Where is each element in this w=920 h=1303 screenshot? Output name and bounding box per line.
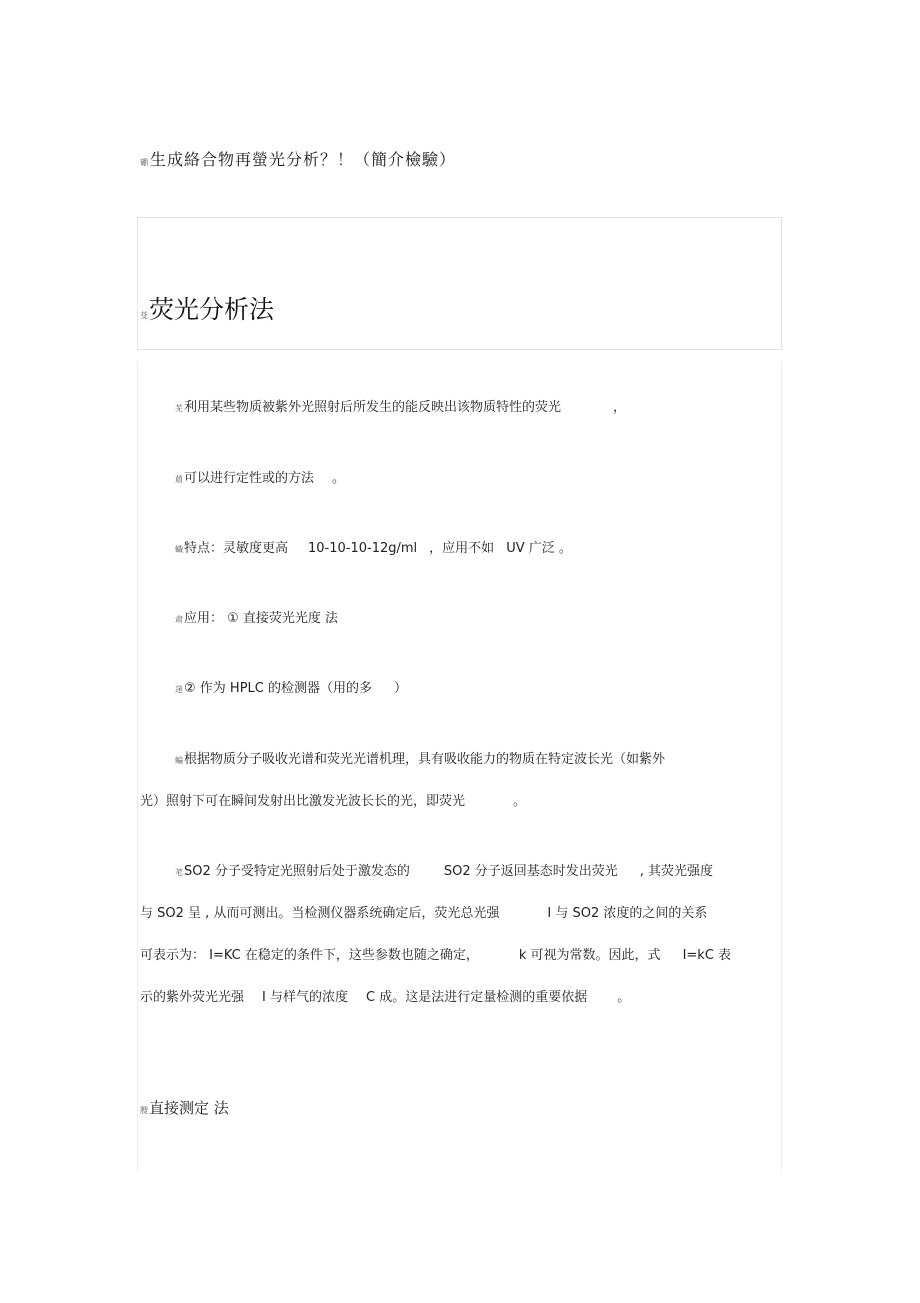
margin-mark: 芟 (140, 311, 148, 320)
line-3-text-d: UV 广泛 。 (506, 541, 572, 556)
paragraph-2-line-2 (140, 902, 707, 921)
paragraph-2-text-4c: C 成。这是法进行定量检测的重要依据 (365, 990, 588, 1005)
content-line-5 (175, 677, 407, 696)
line-2-tail: 。 (332, 471, 346, 486)
paragraph-2-text-1c: , 其荧光强度 (639, 864, 714, 879)
subsection-heading-text: 直接测定 法 (149, 1099, 229, 1117)
paragraph-2-text-1b: SO2 分子返回基态时发出荧光 (443, 864, 618, 879)
paragraph-1-line-1 (175, 748, 665, 767)
content-line-3 (175, 537, 572, 556)
margin-mark: 膄 (140, 1106, 148, 1115)
line-3-text-b: 10-10-10-12g/ml (308, 541, 418, 556)
margin-mark: 芼 (175, 868, 183, 877)
paragraph-2-text-4b: I 与样气的浓度 (262, 990, 348, 1005)
paragraph-1-text-1: 根据物质分子吸收光谱和荧光光谱机理，具有吸收能力的物质在特定波长光（如紫外 (184, 752, 666, 767)
margin-mark: 肃 (175, 615, 183, 624)
margin-mark: 蒁 (175, 685, 183, 694)
line-1-tail: ， (613, 400, 627, 415)
paragraph-1-tail: 。 (513, 794, 527, 809)
content-line-4 (175, 607, 338, 626)
paragraph-2-text-3b: k 可视为常数。因此，式 (518, 948, 661, 963)
page-title-text: 荧光分析法 (149, 295, 275, 324)
paragraph-2-text-4a: 示的紫外荧光光强 (140, 990, 245, 1005)
paragraph-2-text-3a: 可表示为： I=KC 在稳定的条件下，这些参数也随之确定， (140, 948, 479, 963)
margin-mark: 葿 (175, 475, 183, 484)
line-5-text-a: ② 作为 HPLC 的检测器（用的多 (184, 681, 372, 696)
margin-mark: 芜 (175, 404, 183, 413)
paragraph-2-line-3 (140, 944, 731, 963)
margin-mark: 蝙 (175, 756, 183, 765)
paragraph-2-text-2b: I 与 SO2 浓度的之间的关系 (547, 906, 708, 921)
page-title (140, 290, 274, 326)
paragraph-1-line-2 (140, 790, 526, 809)
paragraph-2-text-2a: 与 SO2 呈 , 从而可测出。当检测仪器系统确定后，荧光总光强 (140, 906, 500, 921)
paragraph-2-text-3c: I=kC 表 (682, 948, 732, 963)
line-3-text-a: 特点：灵敏度更高 (184, 541, 289, 556)
line-5-text-b: ） (394, 681, 408, 696)
paragraph-1-text-2: 光）照射下可在瞬间发射出比激发光波长长的光，即荧光 (140, 794, 466, 809)
margin-mark: 硼 (140, 158, 149, 167)
line-2-text: 可以进行定性或的方法 (184, 471, 315, 486)
margin-mark: 蟙 (175, 545, 183, 554)
top-heading (140, 147, 456, 170)
line-1-text: 利用某些物质被紫外光照射后所发生的能反映出该物质特性的荧光 (184, 400, 562, 415)
subsection-heading (140, 1097, 229, 1118)
content-line-1 (175, 396, 626, 415)
content-line-2 (175, 467, 345, 486)
paragraph-2-text-4d: 。 (617, 990, 631, 1005)
top-heading-text: 生成絡合物再螢光分析？！（簡介檢驗） (150, 150, 457, 169)
paragraph-2-line-1 (175, 860, 713, 879)
paragraph-2-line-4 (140, 986, 630, 1005)
title-box (137, 217, 782, 350)
paragraph-2-text-1a: SO2 分子受特定光照射后处于激发态的 (184, 864, 410, 879)
line-4-text: 应用： ① 直接荧光光度 法 (184, 611, 339, 626)
line-3-text-c: ，应用不如 (429, 541, 495, 556)
